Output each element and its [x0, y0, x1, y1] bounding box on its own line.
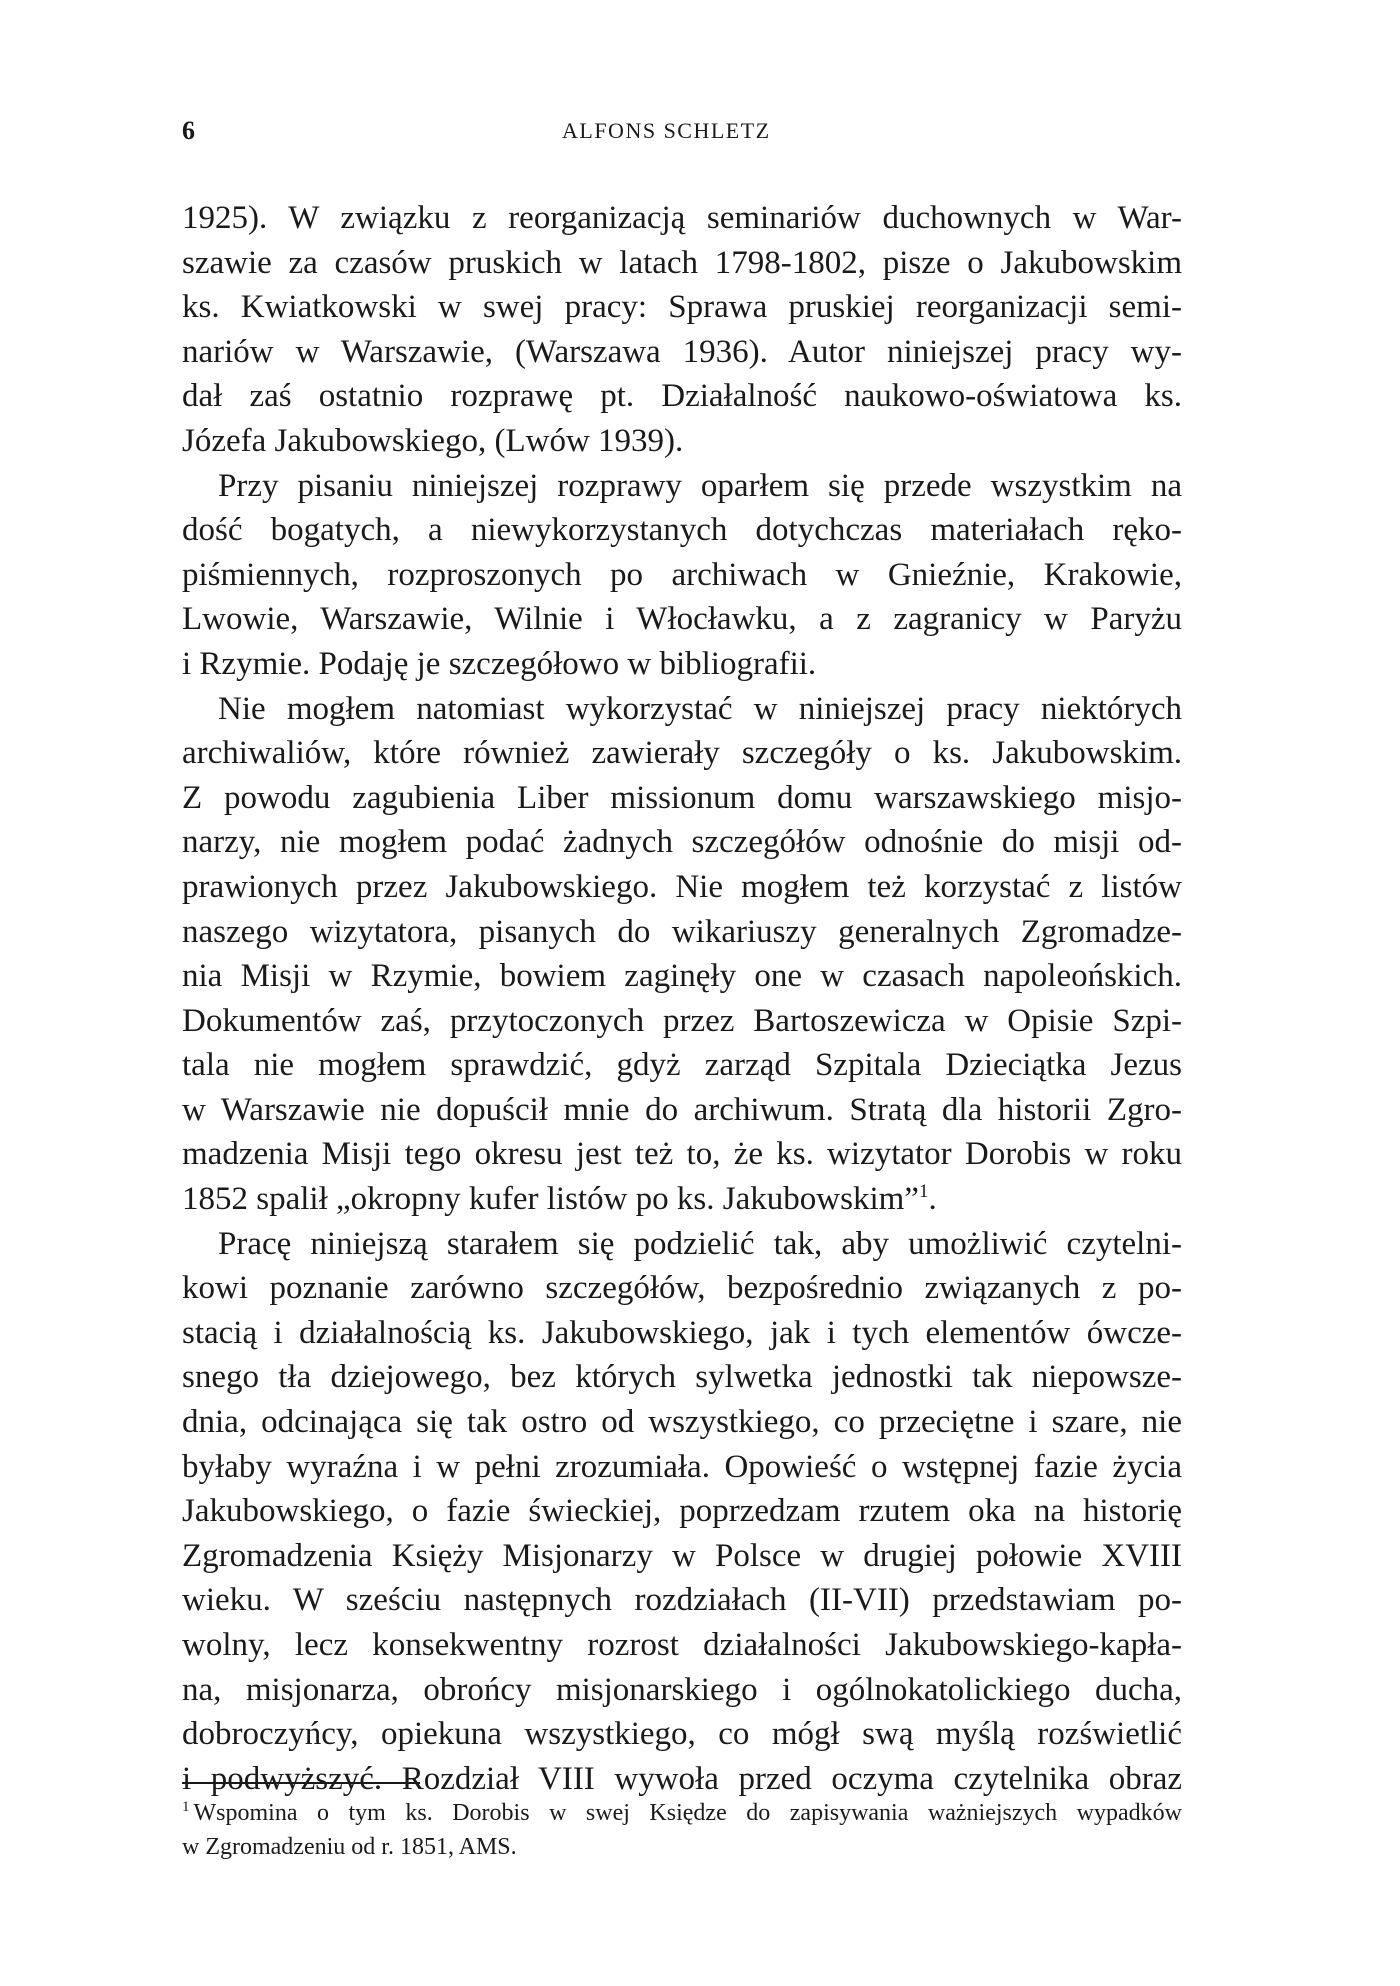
- text-line: narzy, nie mogłem podać żadnych szczegółów odnośnie do misji od-: [182, 824, 1182, 861]
- text-line: Z powodu zagubienia Liber missionum domu warszawskiego misjo-: [182, 779, 1182, 816]
- text-line: nariów w Warszawie, (Warszawa 1936). Autor niniejszej pracy wy-: [182, 333, 1182, 370]
- text-line-with-footnote-ref: [182, 1177, 1182, 1222]
- text-line: Lwowie, Warszawie, Wilnie i Włocławku, a z zagranicy w Paryżu: [182, 601, 1182, 638]
- text-line: i Rzymie. Podaję je szczegółowo w bibliografii.: [182, 645, 817, 682]
- text-line: 1852 spalił „okropny kufer listów po ks. Jakubowskim”: [182, 1181, 919, 1218]
- text-line: Dokumentów zaś, przytoczonych przez Bartoszewicza w Opisie Szpi-: [182, 1002, 1182, 1039]
- page-number: 6: [182, 116, 195, 145]
- footnote-marker: 1: [182, 1799, 190, 1815]
- footnotes: [182, 1796, 1182, 1864]
- text-line: prawionych przez Jakubowskiego. Nie mogłem też korzystać z listów: [182, 868, 1182, 905]
- text-line: dobroczyńcy, opiekuna wszystkiego, co mógł swą myślą rozświetlić: [182, 1716, 1182, 1753]
- text-line: dał zaś ostatnio rozprawę pt. Działalność naukowo-oświatowa ks.: [182, 378, 1182, 415]
- text-line: Józefa Jakubowskiego, (Lwów 1939).: [182, 422, 684, 459]
- running-head: [182, 116, 1182, 146]
- text-line: madzenia Misji tego okresu jest też to, że ks. wizytator Dorobis w roku: [182, 1136, 1182, 1173]
- text-line: 1925). W związku z reorganizacją seminariów duchownych w War-: [182, 200, 1182, 236]
- text-line: Nie mogłem natomiast wykorzystać w niniejszej pracy niektórych: [218, 690, 1182, 727]
- text-line: naszego wizytatora, pisanych do wikariuszy generalnych Zgromadze-: [182, 913, 1182, 950]
- text-line: stacią i działalnością ks. Jakubowskiego, jak i tych elementów ówcze-: [182, 1314, 1182, 1351]
- text-line: wieku. W sześciu następnych rozdziałach (II-VII) przedstawiam po-: [182, 1582, 1182, 1619]
- sentence-period: .: [928, 1181, 937, 1218]
- text-line: kowi poznanie zarówno szczegółów, bezpośrednio związanych z po-: [182, 1270, 1182, 1307]
- text-line: nia Misji w Rzymie, bowiem zaginęły one w czasach napoleońskich.: [182, 958, 1182, 995]
- text-line: dnia, odcinająca się tak ostro od wszystkiego, co przeciętne i szare, nie: [182, 1404, 1182, 1441]
- text-line: archiwaliów, które również zawierały szczegóły o ks. Jakubowskim.: [182, 735, 1182, 772]
- text-line: wolny, lecz konsekwentny rozrost działalności Jakubowskiego-kapła-: [182, 1627, 1182, 1663]
- body-text: [182, 196, 1182, 1801]
- text-line: szawie za czasów pruskich w latach 1798-1802, pisze o Jakubowskim: [182, 244, 1182, 281]
- text-line: Przy pisaniu niniejszej rozprawy oparłem się przede wszystkim na: [218, 467, 1182, 504]
- text-line: piśmiennych, rozproszonych po archiwach w Gnieźnie, Krakowie,: [182, 556, 1182, 593]
- footnote-reference[interactable]: 1: [918, 1181, 929, 1203]
- text-line: Jakubowskiego, o fazie świeckiej, poprzedzam rzutem oka na historię: [182, 1493, 1182, 1530]
- footnote-divider: [182, 1782, 420, 1784]
- footnote-text: Wspomina o tym ks. Dorobis w swej Księdze do zapisywania ważniejszych wypadków: [193, 1800, 1182, 1826]
- text-line: snego tła dziejowego, bez których sylwetka jednostki tak niepowsze-: [182, 1359, 1182, 1396]
- text-line: dość bogatych, a niewykorzystanych dotychczas materiałach ręko-: [182, 512, 1182, 549]
- text-line: w Warszawie nie dopuścił mnie do archiwum. Stratą dla historii Zgro-: [182, 1091, 1182, 1128]
- text-line: Zgromadzenia Księży Misjonarzy w Polsce w drugiej połowie XVIII: [182, 1537, 1182, 1574]
- text-line: na, misjonarza, obrońcy misjonarskiego i ogólnokatolickiego ducha,: [182, 1671, 1182, 1708]
- text-line: byłaby wyraźna i w pełni zrozumiała. Opowieść o wstępnej fazie życia: [182, 1448, 1182, 1485]
- text-line: i podwyższyć. Rozdział VIII wywoła przed oczyma czytelnika obraz: [182, 1760, 1182, 1797]
- footnote-line: w Zgromadzeniu od r. 1851, AMS.: [182, 1834, 517, 1860]
- running-title: ALFONS SCHLETZ: [562, 118, 771, 143]
- footnote-line: [182, 1796, 1182, 1830]
- text-line: Pracę niniejszą starałem się podzielić tak, aby umożliwić czytelni-: [218, 1225, 1182, 1262]
- text-line: tala nie mogłem sprawdzić, gdyż zarząd Szpitala Dzieciątka Jezus: [182, 1047, 1182, 1084]
- text-line: ks. Kwiatkowski w swej pracy: Sprawa pruskiej reorganizacji semi-: [182, 289, 1182, 326]
